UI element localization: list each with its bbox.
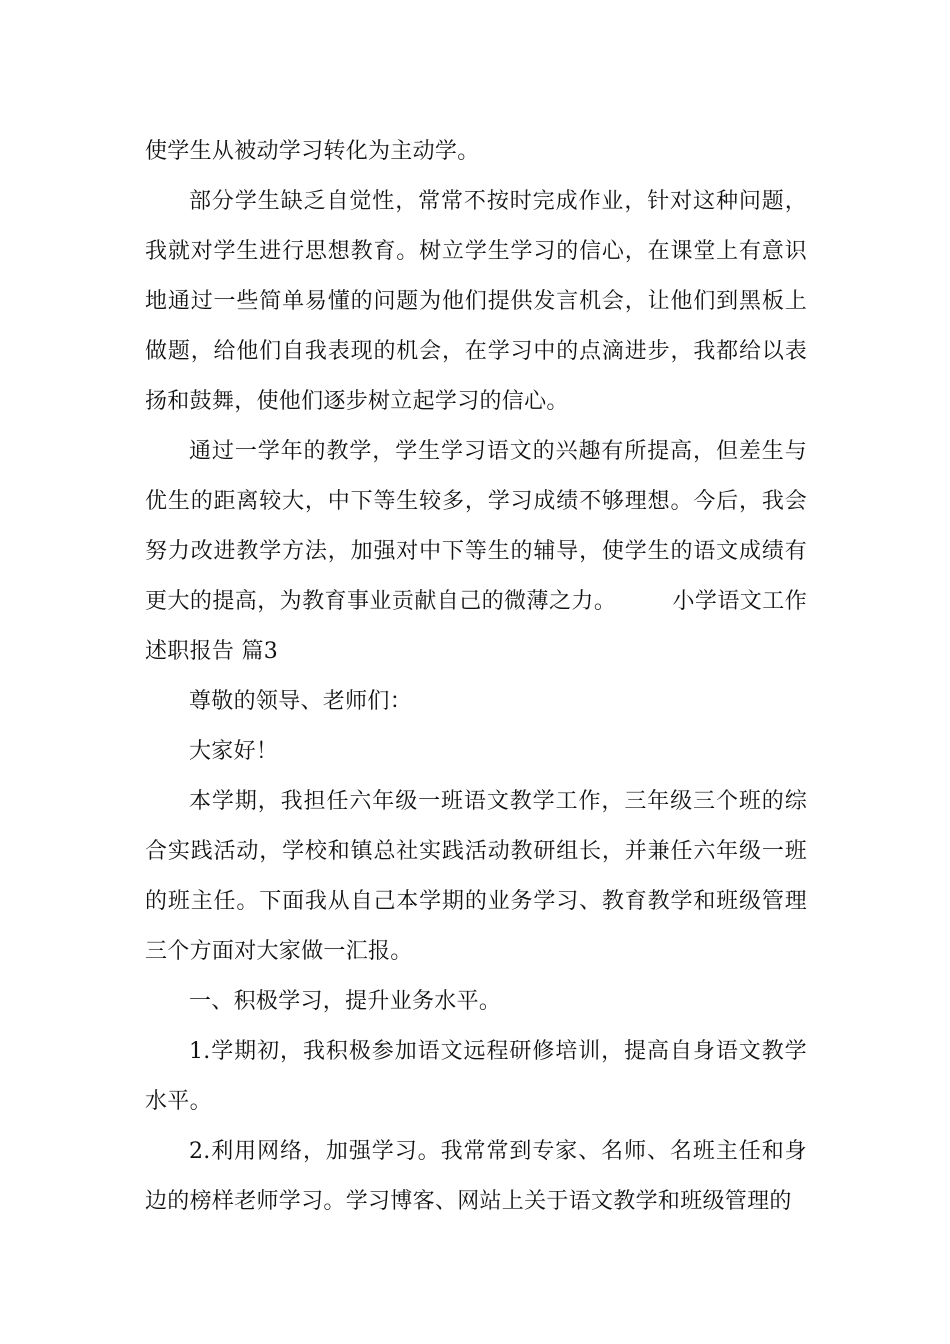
paragraph-year-summary-text: 通过一学年的教学，学生学习语文的兴趣有所提高，但差生与优生的距离较大，中下等生较多，学习成绩不够理想。今后，我会努力改进教学方法，加强对中下等生的辅导，使学生的语文成绩有更大的提高，为教育事业贡献自己的微薄之力。: [145, 439, 807, 614]
paragraph-duties: 本学期，我担任六年级一班语文教学工作，三年级三个班的综合实践活动，学校和镇总社实践活动教研组长，并兼任六年级一班的班主任。下面我从自己本学期的业务学习、教育教学和班级管理三个方面对大家做一汇报。: [145, 789, 807, 964]
document-body: [145, 127, 807, 1227]
paragraph-student-confidence: 部分学生缺乏自觉性，常常不按时完成作业，针对这种问题，我就对学生进行思想教育。树立学生学习的信心，在课堂上有意识地通过一些简单易懂的问题为他们提供发言机会，让他们到黑板上做题，给他们自我表现的机会，在学习中的点滴进步，我都给以表扬和鼓舞，使他们逐步树立起学习的信心。: [145, 189, 807, 414]
greeting: 大家好！: [189, 739, 279, 764]
salutation: 尊敬的领导、老师们：: [189, 689, 413, 714]
subheading-active-learning: 一、积极学习，提升业务水平。: [189, 989, 502, 1014]
paragraph-year-summary: [145, 427, 807, 677]
list-item-2: 2.利用网络，加强学习。我常常到专家、名师、名班主任和身边的榜样老师学习。学习博客、网站上关于语文教学和班级管理的: [145, 1139, 807, 1214]
list-item-1: 1.学期初，我积极参加语文远程研修培训，提高自身语文教学水平。: [145, 1039, 807, 1114]
section-heading: 小学语文工作述职报告 篇3: [145, 589, 807, 664]
paragraph-continuation: 使学生从被动学习转化为主动学。: [145, 139, 480, 164]
